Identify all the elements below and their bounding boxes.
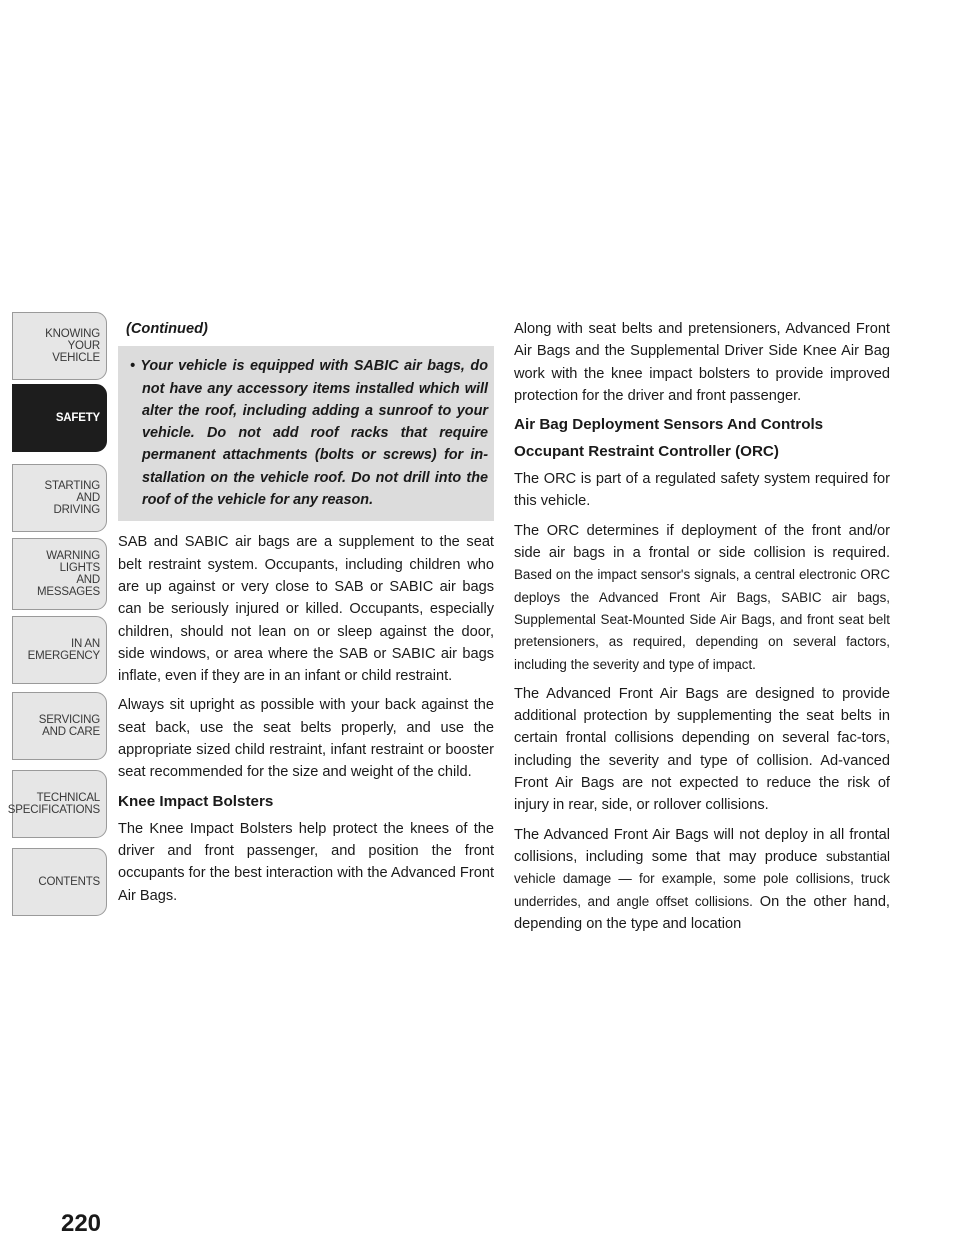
tab-label: SAFETY bbox=[55, 412, 100, 424]
section-heading: Occupant Restraint Controller (ORC) bbox=[514, 443, 779, 461]
tab-label: WARNING LIGHTS AND MESSAGES bbox=[37, 550, 100, 598]
tab-label: TECHNICAL SPECIFICATIONS bbox=[7, 792, 100, 816]
paragraph bbox=[514, 520, 890, 676]
paragraph: Along with seat belts and pretensioners, Advanced Front Air Bags and the Supplemental Driver Side Knee Air Bag work with the knee impact bolsters to provide improved protection for the driver and front passenger. bbox=[514, 321, 890, 404]
paragraph bbox=[514, 824, 890, 935]
warning-box bbox=[118, 346, 494, 521]
tab-label: CONTENTS bbox=[38, 876, 100, 888]
warning-text: • Your vehicle is equipped with SABIC air bags, do not have any accessory items installed which will alter the roof, including adding a sunroof to your vehicle. Do not add roof racks that require permanent attachments (bolts or screws) for in-stallation on the vehicle roof. Do not drill into the roof of the vehicle for any reason. bbox=[130, 358, 488, 509]
tab-label: IN AN EMERGENCY bbox=[27, 638, 100, 662]
paragraph: The Knee Impact Bolsters help protect the knees of the driver and front passenger, and position the front occupants for the best interaction with the Advanced Front Air Bags. bbox=[118, 820, 494, 904]
paragraph: The Advanced Front Air Bags are designed to provide additional protection by supplementing the seat belts in certain frontal collisions depending on several fac-tors, including the severity and type of collision. Ad-vanced Front Air Bags are not expected to reduce the risk of injury in rear, side, or rollover collisions. bbox=[514, 685, 890, 814]
section-heading: Knee Impact Bolsters bbox=[118, 792, 274, 810]
tab-technical-specifications[interactable] bbox=[7, 770, 107, 838]
section-heading: Air Bag Deployment Sensors And Controls bbox=[514, 416, 824, 434]
tab-label: SERVICING AND CARE bbox=[38, 714, 100, 738]
tab-warning-lights-and-messages[interactable] bbox=[12, 538, 107, 610]
continued-label: (Continued) bbox=[126, 321, 208, 337]
paragraph-part: The Advanced Front Air Bags will not deploy in all frontal collisions, including some that may produce bbox=[514, 826, 890, 865]
page-number: 220 bbox=[60, 1210, 102, 1237]
tab-servicing-and-care[interactable] bbox=[12, 692, 107, 760]
paragraph: Always sit upright as possible with your back against the seat back, use the seat belts properly, and use the appropriate sized child restraint, infant restraint or booster seat recommended for the size and weight of the child. bbox=[118, 697, 494, 781]
paragraph-part: substantial vehicle damage — for example, some pole collisions, truck underrides, and angle offset collisions. bbox=[514, 848, 890, 909]
tab-label: STARTING AND DRIVING bbox=[44, 480, 100, 516]
tab-safety[interactable] bbox=[12, 384, 107, 452]
tab-in-an-emergency[interactable] bbox=[12, 616, 107, 684]
paragraph: The ORC is part of a regulated safety system required for this vehicle. bbox=[514, 471, 890, 510]
left-column bbox=[118, 318, 494, 914]
right-column bbox=[514, 318, 890, 942]
paragraph: SAB and SABIC air bags are a supplement to the seat belt restraint system. Occupants, including children who are up against or very close to SAB or SABIC air bags can be seriously injured or killed. Occupants, especially children, should not lean on or sleep against the door, side windows, or area where the SAB or SABIC air bags inflate, even if they are in an infant or child restraint. bbox=[118, 534, 494, 685]
paragraph-part: On the other hand, depending on the type and location bbox=[514, 893, 890, 932]
tab-label: KNOWING YOUR VEHICLE bbox=[45, 328, 100, 364]
tab-knowing-your-vehicle[interactable] bbox=[12, 312, 107, 380]
tab-contents[interactable] bbox=[12, 848, 107, 916]
tab-starting-and-driving[interactable] bbox=[12, 464, 107, 532]
paragraph-part: The ORC determines if deployment of the front and/or side air bags in a frontal or side collision is required. bbox=[514, 522, 890, 562]
paragraph-part: Based on the impact sensor's signals, a central electronic ORC deploys the Advanced Front Air Bags, SABIC air bags, Supplemental Seat-Mounted Side Air Bags, and front seat belt pretensioners, as required, depending on several factors, including the severity and type of impact. bbox=[514, 567, 890, 672]
